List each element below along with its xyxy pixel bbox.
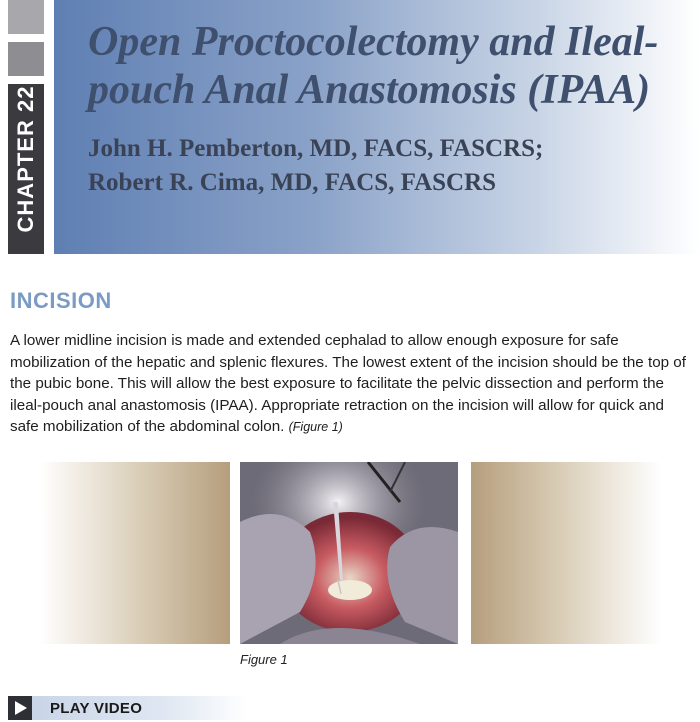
chapter-strip-square-middle (8, 42, 44, 76)
chapter-label: CHAPTER 22 (13, 85, 38, 233)
author-line-2: Robert R. Cima, MD, FACS, FASCRS (88, 169, 497, 196)
play-icon[interactable] (8, 696, 32, 720)
author-line-1: John H. Pemberton, MD, FACS, FASCRS; (88, 135, 544, 162)
figure-image[interactable] (240, 462, 458, 644)
figure-side-panel-right (471, 462, 661, 644)
page-title: Open Proctocolectomy and Ileal-pouch Anal Anastomosis (IPAA) (88, 19, 659, 113)
section-heading: INCISION (10, 288, 112, 313)
play-video-button[interactable]: PLAY VIDEO (50, 700, 143, 717)
paragraph-text: A lower midline incision is made and extended cephalad to allow enough exposure for safe mobilization of the hepatic and splenic flexures. The lowest extent of the incision should be the top of the pubic bone. This will allow the best exposure to facilitate the pelvic dissection and perform the ileal-pouch anal anastomosis (IPAA). Appropriate retraction on the incision will allow for quick and safe mobilization of the abdominal colon. (10, 332, 686, 435)
figure-caption: Figure 1 (240, 652, 288, 667)
body-paragraph (10, 330, 694, 439)
chapter-strip-square-top (8, 0, 44, 34)
figure-reference[interactable]: (Figure 1) (288, 420, 343, 434)
figure-side-panel-left (40, 462, 230, 644)
authors (88, 132, 688, 200)
